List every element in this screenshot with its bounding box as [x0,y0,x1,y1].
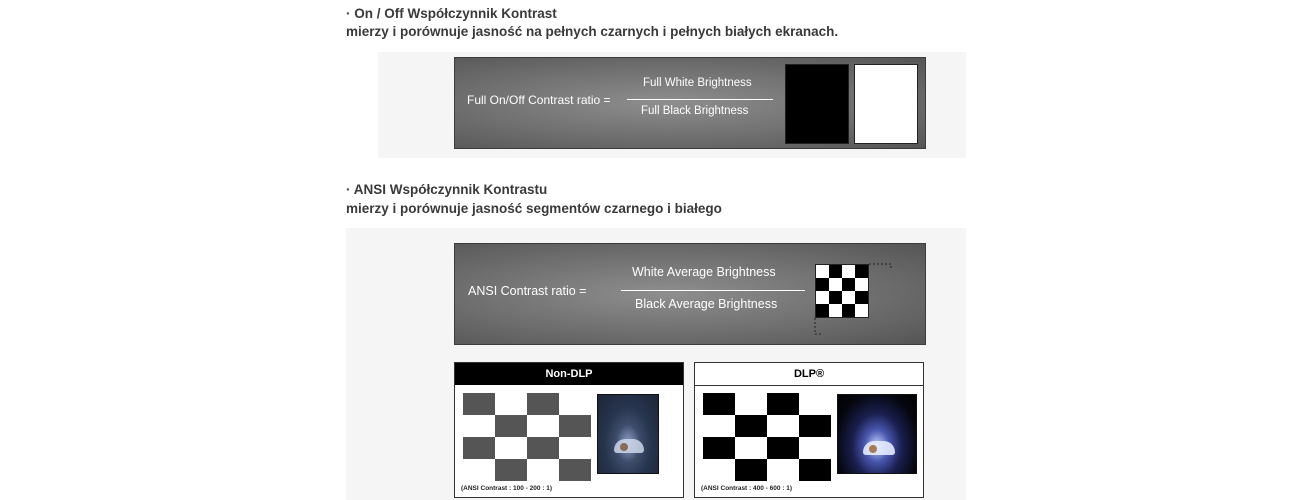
checker-cell [495,393,527,415]
non-dlp-label: Non-DLP [455,363,683,385]
checker-cell [703,393,735,415]
checker-cell [527,415,559,437]
dlp-note: (ANSI Contrast : 400 - 600 : 1) [701,485,793,492]
on-off-numerator: Full White Brightness [643,77,752,89]
checker-cell [703,437,735,459]
non-dlp-note: (ANSI Contrast : 100 - 200 : 1) [461,485,553,492]
on-off-denominator: Full Black Brightness [641,105,749,117]
checker-cell [495,415,527,437]
checker-cell [527,393,559,415]
dlp-label: DLP® [695,363,923,386]
on-off-formula-lhs: Full On/Off Contrast ratio = [467,93,611,107]
checker-cell [559,393,591,415]
checker-cell [735,393,767,415]
checker-cell [527,437,559,459]
on-off-fraction-line [627,99,773,100]
checker-cell [799,459,831,481]
checker-cell [463,415,495,437]
checker-cell [799,437,831,459]
section1-title: · On / Off Współczynnik Kontrast [346,6,557,21]
checker-cell [735,459,767,481]
dlp-checkerboard [703,393,831,481]
dlp-tent-image [837,394,917,474]
checker-cell [767,437,799,459]
checker-cell [559,437,591,459]
checker-cell [559,415,591,437]
checker-cell [463,459,495,481]
checker-cell [495,459,527,481]
ansi-fraction-line [621,290,805,291]
checker-cell [703,459,735,481]
on-off-formula-box [454,57,926,149]
dlp-demo [694,362,924,498]
section1-description: mierzy i porównuje jasność na pełnych czarnych i pełnych białych ekranach. [346,24,839,39]
ansi-formula-box [454,243,926,345]
checker-cell [799,393,831,415]
checker-cell [767,415,799,437]
checker-cell [559,459,591,481]
checker-cell [799,415,831,437]
checker-cell [703,415,735,437]
section2-title: · ANSI Współczynnik Kontrastu [346,182,548,197]
non-dlp-tent-image [597,394,659,474]
checker-cell [527,459,559,481]
full-black-swatch [785,64,849,144]
non-dlp-checkerboard [463,393,591,481]
checker-cell [463,437,495,459]
checker-cell [463,393,495,415]
ansi-denominator: Black Average Brightness [635,297,778,311]
checker-cell [767,459,799,481]
section2-description: mierzy i porównuje jasność segmentów czarnego i białego [346,201,722,216]
checker-cell [495,437,527,459]
ansi-numerator: White Average Brightness [632,265,776,279]
non-dlp-demo [454,362,684,498]
full-white-swatch [854,64,918,144]
measurement-guides-icon [811,260,895,338]
checker-cell [735,437,767,459]
checker-cell [735,415,767,437]
ansi-formula-lhs: ANSI Contrast ratio = [468,284,587,298]
checker-cell [767,393,799,415]
